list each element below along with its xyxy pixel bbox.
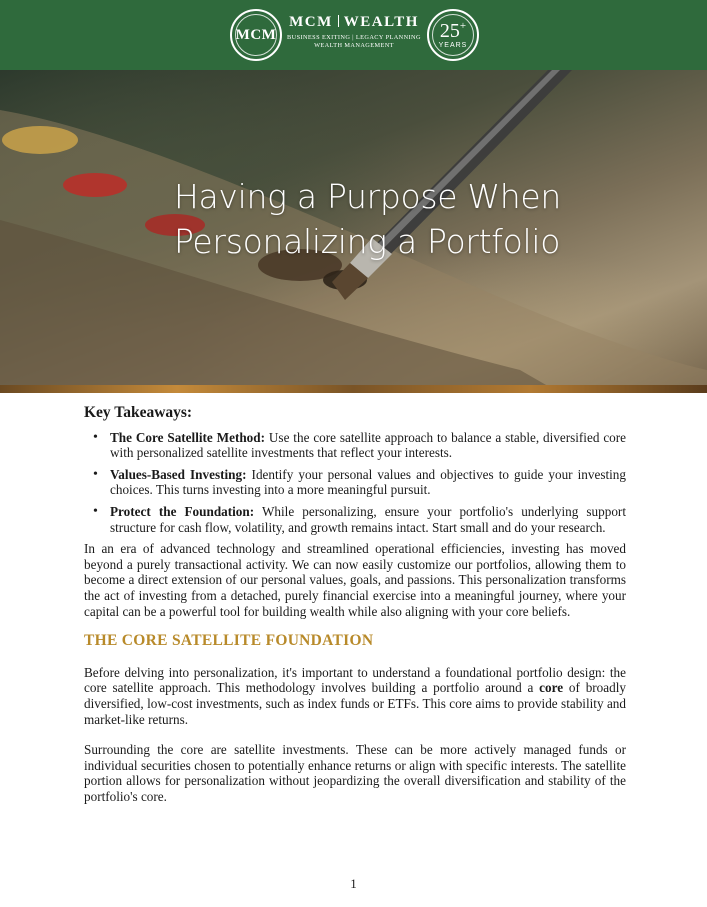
key-takeaways-list	[92, 430, 626, 536]
brand-divider	[338, 15, 339, 27]
takeaway-label: Protect the Foundation:	[110, 503, 255, 519]
main-content	[84, 405, 626, 804]
core-satellite-paragraph-2: Surrounding the core are satellite investments. These can be more actively managed funds or individual securities chosen to potentially enhance returns or align with specific interests. The satellite portion allows for personalization without jeopardizing the overall diversification and stability of the portfolio's core.	[84, 742, 626, 804]
list-item	[92, 430, 626, 461]
hero-bottom-band	[0, 385, 707, 393]
hero-title-line-2: Personalizing a Portfolio	[174, 222, 561, 261]
years-number-value: 25	[439, 20, 460, 42]
mcm-logo-icon	[230, 9, 282, 61]
tagline-line-1: BUSINESS EXITING | LEGACY PLANNING	[287, 34, 421, 41]
brand-block	[284, 14, 424, 50]
tagline-line-2: WEALTH MANAGEMENT	[314, 41, 394, 49]
core-satellite-paragraph-1	[84, 665, 626, 727]
list-item	[92, 504, 626, 535]
years-plus: +	[459, 20, 467, 32]
intro-paragraph: In an era of advanced technology and streamlined operational efficiencies, investing has moved beyond a purely transactional activity. We can now easily customize our portfolios, allowing them to become a direct extension of our personal values, goals, and passions. This personalization transforms the act of investing from a detached, purely financial exercise into a meaningful journey, where your capital can be a powerful tool for building wealth while also aligning with your core beliefs.	[84, 541, 626, 619]
takeaway-label: The Core Satellite Method:	[110, 429, 266, 445]
brand-tagline	[284, 34, 424, 50]
list-item	[92, 467, 626, 498]
hero-image	[0, 70, 707, 393]
header-bar	[0, 0, 707, 70]
anniversary-badge-icon	[427, 9, 479, 61]
paragraph-1-text-b: of broadly diversified, low-cost investments, such as index funds or ETFs. This core aims to provide stability and market-like returns.	[84, 680, 626, 727]
takeaway-text: While personalizing, ensure your portfolio's underlying support structure for cash flow, volatility, and growth remains intact. Start small and do your research.	[110, 503, 626, 535]
hero-title	[174, 174, 561, 264]
takeaway-text: Use the core satellite approach to balance a stable, diversified core with personalized satellite investments that reflect your interests.	[110, 429, 627, 461]
paragraph-1-bold: core	[539, 680, 564, 696]
takeaway-label: Values-Based Investing:	[110, 466, 247, 482]
brand-name-wealth: WEALTH	[343, 14, 419, 30]
years-word: YEARS	[438, 42, 468, 49]
hero-title-line-1: Having a Purpose When	[174, 177, 562, 216]
takeaway-text: Identify your personal values and objectives to guide your investing choices. This turns investing into a more meaningful pursuit.	[110, 466, 626, 498]
years-number	[440, 21, 466, 41]
brand-name	[284, 14, 424, 31]
key-takeaways-heading: Key Takeaways:	[84, 404, 193, 421]
paragraph-1-text-a: Before delving into personalization, it's important to understand a foundational portfolio design: the core satellite approach. This methodology involves building a portfolio around a	[84, 664, 626, 696]
logo-mcm-text: MCM	[235, 26, 277, 43]
page-number: 1	[350, 876, 357, 891]
section-heading: THE CORE SATELLITE FOUNDATION	[84, 632, 374, 650]
brand-name-mcm: MCM	[289, 14, 333, 30]
